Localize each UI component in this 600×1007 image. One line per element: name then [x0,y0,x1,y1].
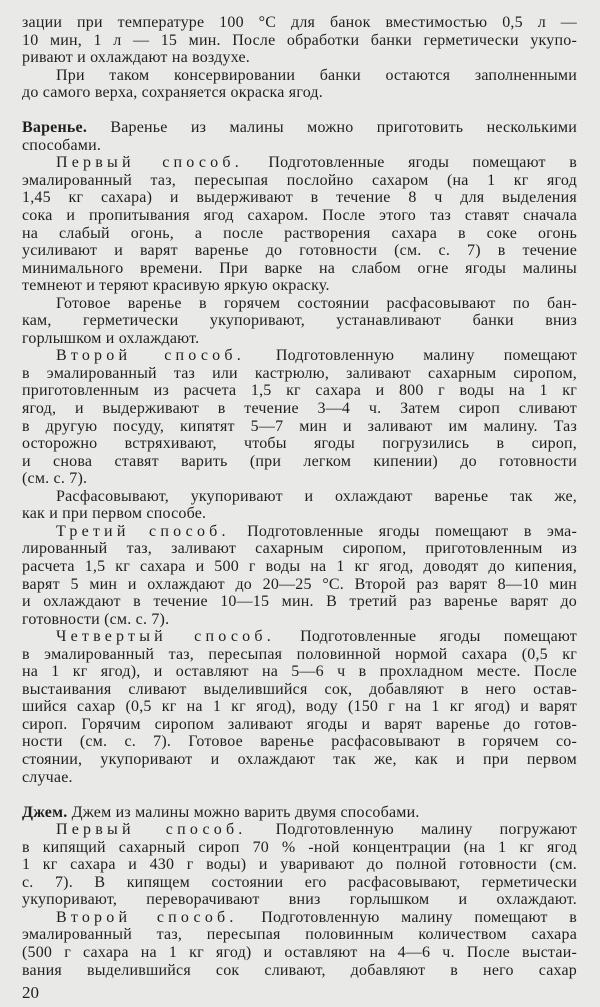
text-line [22,242,577,260]
line-text: При таком консервировании банки остаются заполненными [56,66,577,84]
method-heading: Первый способ. [56,154,243,172]
blank-line [22,786,577,804]
line-text: зации при температуре 100 °С для банок вместимостью 0,5 л — [22,14,577,31]
method-heading: Второй способ. [56,908,238,926]
text-line [22,558,577,576]
line-text: приготовленным из расчета 1,5 кг сахара и 800 г воды на 1 кг [22,382,577,400]
line-text: случае. [22,768,73,786]
text-line [22,365,577,383]
line-text: способами. [22,136,102,154]
line-text: Джем из малины можно варить двумя способами. [71,803,420,821]
line-text: варят 5 мин и охлаждают до 20—25 °С. Второй раз варят 8—10 мин [22,575,577,593]
text-line [22,295,577,313]
line-text: 1 кг сахара и 430 г воды) и уваривают до полной готовности (см. [22,856,577,874]
text-line [22,382,577,400]
text-line [22,856,577,874]
text-line [22,488,577,506]
method-heading: Первый способ. [56,821,247,839]
text-line [22,172,577,190]
text-line [22,628,577,646]
text-line [22,646,577,664]
text-line [22,400,577,418]
text-line [22,207,577,225]
line-text: на слабый огонь, а после растворения сахара в соке огонь [22,224,577,242]
line-text: Варенье из малины можно приготовить несколькими [110,119,577,137]
line-text: Подготовленные ягоды помещают в эма- [247,522,577,540]
line-text: Расфасовывают, укупоривают и охлаждают варенье так же, [56,487,577,505]
line-text: ягод, и выдерживают в течение 3—4 ч. Затем сироп сливают [22,400,577,418]
text-line [22,962,577,980]
line-text: и охлаждают в течение 10—15 мин. В третий раз варенье варят до [22,593,577,611]
line-text: сока и пропитывания ягод сахаром. После этого таз ставят сначала [22,207,577,225]
line-text: ности (см. с. 7). Готовое варенье расфасовывают в горячем со- [22,733,577,751]
line-text: Подготовленную малину погружают [275,821,578,839]
text-line [22,347,577,365]
text-line [22,84,577,102]
text-line [22,137,577,155]
text-line [22,49,577,67]
text-line [22,225,577,243]
blank-line [22,102,577,120]
section-heading: Джем. [22,803,68,821]
line-text: готовности (см. с. 7). [22,610,170,628]
line-text: в другую посуду, кипятят 5—7 мин и заливают им малину. Таз [22,417,577,435]
line-text: расчета 1,5 кг сахара и 500 г воды на 1 кг ягод, доводят до кипения, [22,557,577,575]
line-text: с. 7). В кипящем состоянии его расфасовывают, герметически [22,873,577,891]
text-line [22,891,577,909]
text-line [22,874,577,892]
page-body-text [22,14,577,979]
line-text: горлышком и охлаждают. [22,329,200,347]
text-line [22,505,577,523]
text-line [22,663,577,681]
text-line [22,189,577,207]
method-heading: Второй способ. [56,347,245,365]
text-line [22,435,577,453]
line-text: (500 г сахара на 1 кг ягод) и оставляют на 4—6 ч. После выстаи- [22,943,577,961]
line-text: ривают и охлаждают на воздухе. [22,49,251,67]
line-text: на 1 кг ягод), и оставляют на 5—6 ч в прохладном месте. После [22,663,577,681]
text-line [22,67,577,85]
text-line [22,751,577,769]
text-line [22,277,577,295]
line-text: шийся сахар (0,5 кг на 1 кг ягод), воду (150 г на 1 кг ягод) и варят [22,698,577,716]
page-number: 20 [22,983,39,1002]
line-text: как и при первом способе. [22,505,207,523]
text-line [22,523,577,541]
line-text: Подготовленные ягоды помещают [300,628,578,646]
line-text: вания выделившийся сок сливают, добавляют в него сахар [22,961,577,979]
text-line [22,418,577,436]
line-text: минимального времени. При варке на слабом огне ягоды малины [22,259,577,277]
line-text: сироп. Горячим сиропом заливают ягоды и варят варенье до готов- [22,715,577,733]
method-heading: Четвертый способ. [56,628,275,646]
text-line [22,821,577,839]
line-text: укупоривают, переворачивают вниз горлышком и охлаждают. [22,891,577,909]
text-line [22,804,577,822]
text-line [22,909,577,927]
line-text: Подготовленную малину помещают в [261,908,578,926]
method-heading: Третий способ. [56,522,230,540]
line-text: Подготовленную малину помещают [275,347,577,365]
line-text: и снова ставят варить (при легком кипении) до готовности [22,452,577,470]
line-text: (см. с. 7). [22,470,88,488]
text-line [22,698,577,716]
text-line [22,330,577,348]
line-text: 10 мин, 1 л — 15 мин. После обработки банки герметически укупо- [22,31,577,49]
line-text: стоянии, укупоривают и охлаждают так же, как и при первом [22,750,577,768]
text-line [22,839,577,857]
text-line [22,926,577,944]
text-line [22,593,577,611]
text-line [22,944,577,962]
line-text: 1,45 кг сахара) и выдерживают в течение 8 ч для выделения [22,189,577,207]
line-text: темнеют и теряют красивую яркую окраску. [22,277,330,295]
text-line [22,312,577,330]
line-text: эмалированный таз, пересыпая послойно сахаром (на 1 кг ягод [22,171,577,189]
text-line [22,154,577,172]
text-line [22,119,577,137]
text-line [22,540,577,558]
text-line [22,470,577,488]
text-line [22,769,577,787]
line-text: эмалированный таз, пересыпая половинным количеством сахара [22,926,577,944]
line-text: осторожно встряхивают, чтобы ягоды погрузились в сироп, [22,435,577,453]
line-text: Подготовленные ягоды помещают в [268,154,577,172]
text-line [22,14,577,32]
text-line [22,32,577,50]
text-line [22,716,577,734]
line-text: в эмалированный таз, пересыпая половинной нормой сахара (0,5 кг [22,645,577,663]
text-line [22,733,577,751]
line-text: выстаивания сливают выделившийся сок, добавляют в него остав- [22,680,577,698]
line-text: кам, герметически укупоривают, устанавливают банки вниз [22,312,577,330]
text-line [22,611,577,629]
text-line [22,681,577,699]
line-text: Готовое варенье в горячем состоянии расфасовывают по бан- [56,294,577,312]
line-text: в эмалированный таз или кастрюлю, заливают сахарным сиропом, [22,364,577,382]
text-line [22,576,577,594]
text-line [22,453,577,471]
text-line [22,260,577,278]
line-text: в кипящий сахарный сироп 70 % -ной концентрации (на 1 кг ягод [22,838,577,856]
line-text: лированный таз, заливают сахарным сиропом, приготовленным из [22,540,577,558]
line-text: усиливают и варят варенье до готовности (см. с. 7) в течение [22,242,577,260]
section-heading: Варенье. [22,119,88,137]
line-text: до самого верха, сохраняется окраска ягод. [22,84,323,102]
